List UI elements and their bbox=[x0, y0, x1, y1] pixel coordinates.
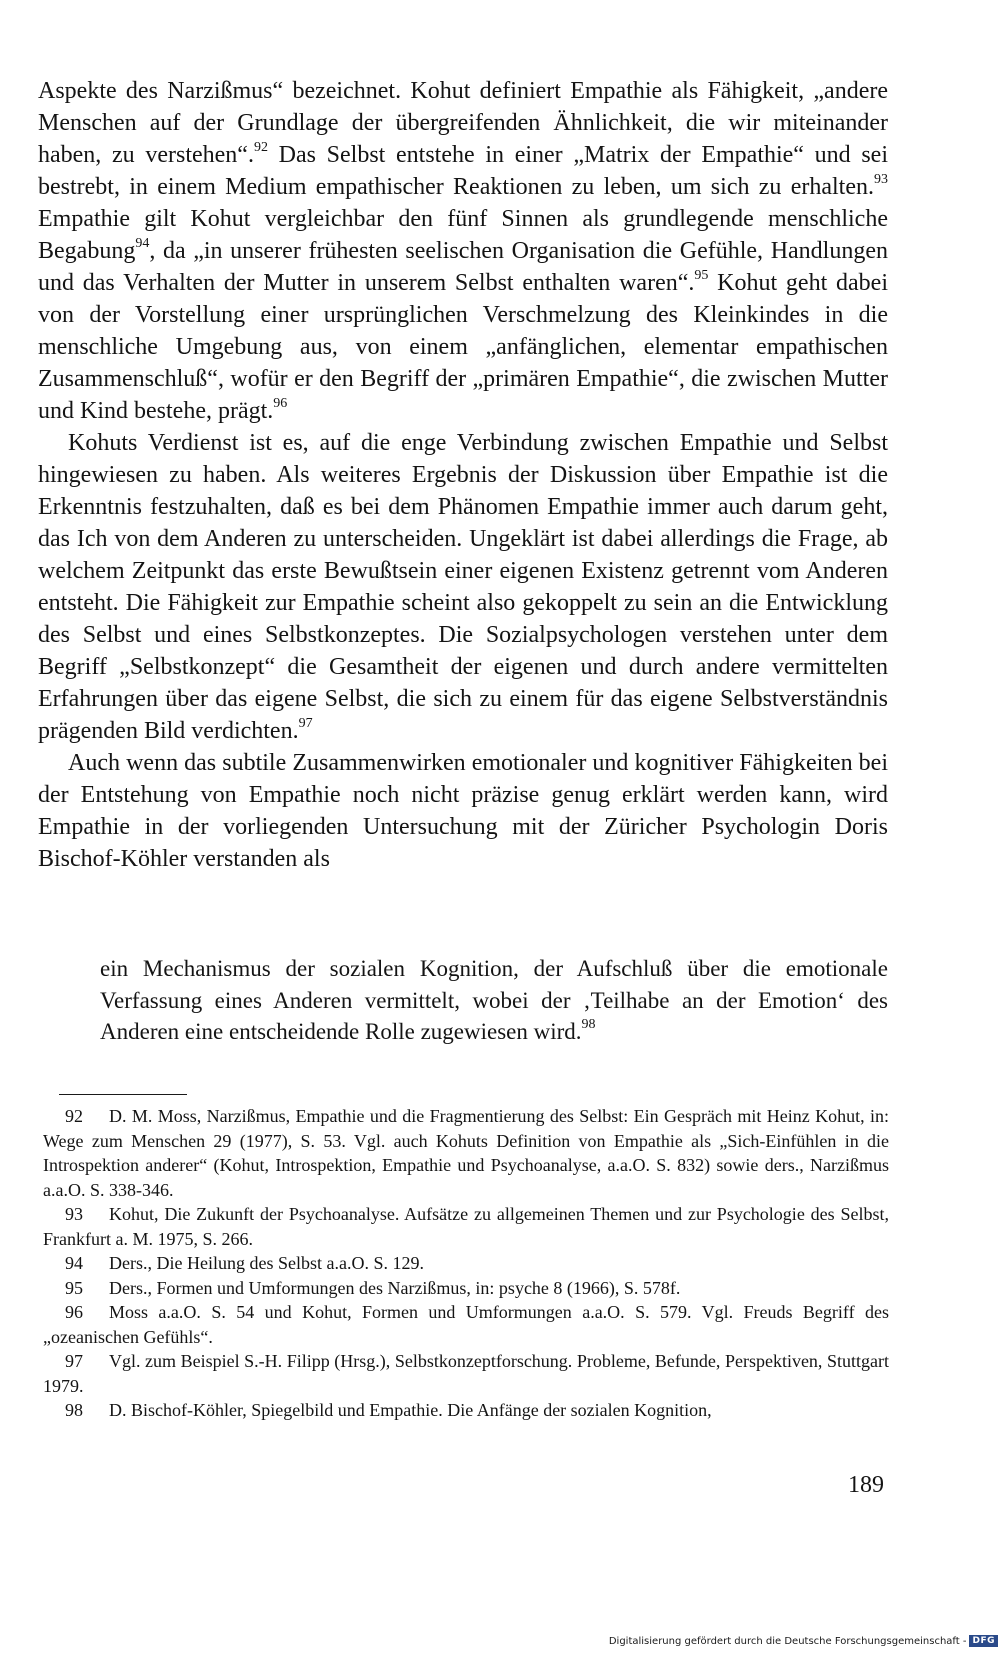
footnote-marker: 93 bbox=[874, 172, 888, 187]
footnote-text: D. M. Moss, Narzißmus, Empathie und die Fragmentierung des Selbst: Ein Gespräch mit Heinz Kohut, in: Wege zum Menschen 29 (1977), S. 53. Vgl. auch Kohuts Definition von Empathie als „Sich-Einfühlen in die Introspektion anderer“ (Kohut, Introspektion, Empathie und Psychoanalyse, a.a.O. S. 832) sowie ders., Narzißmus a.a.O. S. 338-346. bbox=[43, 1106, 889, 1200]
digitization-credit-text: Digitalisierung gefördert durch die Deutsche Forschungsgemeinschaft - bbox=[608, 1635, 967, 1647]
footnote-number: 97 bbox=[65, 1351, 83, 1371]
block-quote bbox=[100, 953, 888, 1048]
paragraph-2: Kohuts Verdienst ist es, auf die enge Verbindung zwischen Empathie und Selbst hingewiesen zu haben. Als weiteres Ergebnis der Diskussion über Empathie ist die Erkenntnis festzuhalten, daß es bei dem Phänomen Empathie immer auch darum geht, das Ich von dem Anderen zu unterscheiden. Ungeklärt ist dabei allerdings die Frage, ab welchem Zeitpunkt das erste Bewußtsein einer eigenen Existenz getrennt vom Anderen entsteht. Die Fähigkeit zur Empathie scheint also gekoppelt zu sein an die Entwicklung des Selbst und eines Selbstkonzeptes. Die Sozialpsychologen verstehen unter dem Begriff „Selbstkonzept“ die Gesamtheit der eigenen und durch andere vermittelten Erfahrungen über das eigene Selbst, die sich zu einem für das eigene Selbstverständnis prägenden Bild verdichten.$^{97}$ bbox=[38, 430, 888, 744]
footnote-number: 95 bbox=[65, 1277, 83, 1298]
footnote-marker: 96 bbox=[273, 396, 288, 411]
footnote-number: 94 bbox=[65, 1253, 83, 1273]
footnote-text: Moss a.a.O. S. 54 und Kohut, Formen und Umformungen a.a.O. S. 579. Vgl. Freuds Begriff des „ozeanischen Gefühls“. bbox=[43, 1302, 889, 1347]
digitization-credit bbox=[609, 1633, 1000, 1649]
footnote-98 bbox=[43, 1398, 889, 1423]
footnote-93 bbox=[43, 1202, 889, 1251]
main-text bbox=[38, 75, 888, 875]
footnote-number: 92 bbox=[65, 1106, 83, 1126]
footnote-marker: 92 bbox=[253, 140, 268, 155]
footnotes bbox=[43, 1104, 889, 1423]
footnote-number: 96 bbox=[65, 1302, 83, 1322]
footnote-number: 98 bbox=[65, 1400, 83, 1420]
page-number: 189 bbox=[848, 1472, 884, 1498]
footnote-text: Vgl. zum Beispiel S.-H. Filipp (Hrsg.), Selbstkonzeptforschung. Probleme, Befunde, Perspektiven, Stuttgart 1979. bbox=[43, 1351, 889, 1396]
paragraph-3: Auch wenn das subtile Zusammenwirken emotionaler und kognitiver Fähigkeiten bei der Entstehung von Empathie noch nicht präzise genug erklärt werden kann, wird Empathie in der vorliegenden Untersuchung mit der Züricher Psychologin Doris Bischof-Köhler verstanden als bbox=[38, 750, 888, 872]
footnote-marker: 98 bbox=[581, 1017, 596, 1033]
footnote-separator bbox=[59, 1094, 187, 1095]
footnote-97 bbox=[43, 1349, 889, 1398]
footnote-text: D. Bischof-Köhler, Spiegelbild und Empathie. Die Anfänge der sozialen Kognition, bbox=[109, 1400, 712, 1420]
footnote-text: Ders., Formen und Umformungen des Narzißmus, in: psyche 8 (1966), S. 578f. bbox=[109, 1277, 681, 1298]
footnote-92 bbox=[43, 1104, 889, 1202]
footnote-95 bbox=[43, 1276, 889, 1301]
footnote-96 bbox=[43, 1300, 889, 1349]
footnote-text: Kohut, Die Zukunft der Psychoanalyse. Aufsätze zu allgemeinen Themen und zur Psychologie des Selbst, Frankfurt a. M. 1975, S. 266. bbox=[43, 1204, 889, 1249]
dfg-logo: DFG bbox=[969, 1635, 998, 1647]
footnote-marker: 94 bbox=[135, 236, 150, 251]
footnote-number: 93 bbox=[65, 1204, 83, 1224]
footnote-marker: 95 bbox=[694, 268, 709, 283]
block-quote-text: ein Mechanismus der sozialen Kognition, der Aufschluß über die emotionale Verfassung eines Anderen vermittelt, wobei der ‚Teilhabe an der Emotion‘ des Anderen eine entscheidende Rolle zugewiesen wird.$^{98}$ bbox=[100, 956, 888, 1044]
footnote-94 bbox=[43, 1251, 889, 1276]
footnote-text: Ders., Die Heilung des Selbst a.a.O. S. 129. bbox=[109, 1253, 424, 1273]
paragraph-1: Aspekte des Narzißmus“ bezeichnet. Kohut definiert Empathie als Fähigkeit, „andere Menschen auf der Grundlage der übergreifenden Ähnlichkeit, die wir miteinander haben, zu verstehen“.$^{92}$ Das Selbst entstehe in einer „Matrix der Empathie“ und sei bestrebt, in einem Medium empathischer Reaktionen zu leben, um sich zu erhalten.$^{93}$ Empathie gilt Kohut vergleichbar den fünf Sinnen als grundlegende menschliche Begabung$^{94}$, da „in unserer frühesten seelischen Organisation die Gefühle, Handlungen und das Verhalten der Mutter in unserem Selbst enthalten waren“.$^{95}$ Kohut geht dabei von der Vorstellung einer ursprünglichen Verschmelzung des Kleinkindes in die menschliche Umgebung aus, von einem „anfänglichen, elementar empathischen Zusammenschluß“, wofür er den Begriff der „primären Empathie“, die zwischen Mutter und Kind bestehe, prägt.$^{96}$ bbox=[38, 78, 888, 424]
footnote-marker: 97 bbox=[298, 716, 313, 731]
